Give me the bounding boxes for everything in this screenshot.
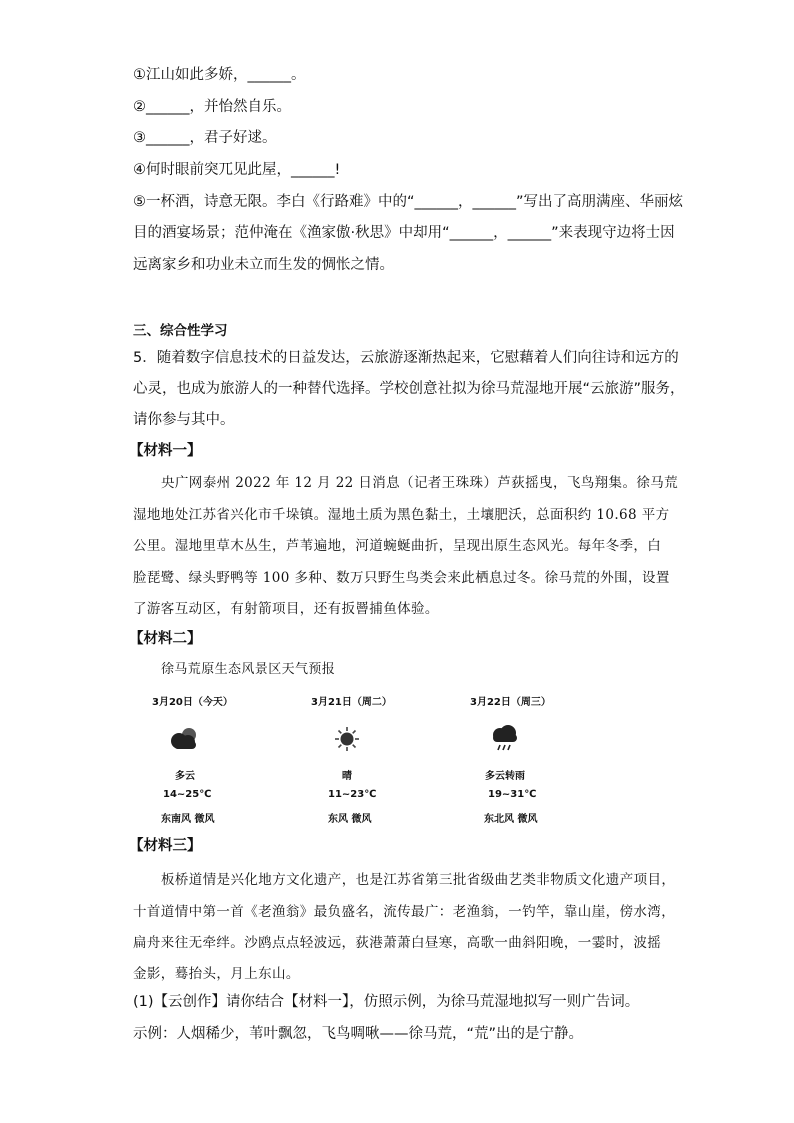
section-title: 三、综合性学习 — [133, 323, 228, 339]
poem-line-5: ⑤一杯酒，诗意无限。李白《行路难》中的“______，______”写出了高朋满座、华丽炫 — [133, 194, 684, 210]
weather-date-day1: 3月20日（今天） — [152, 697, 233, 708]
poem-line-7: 远离家乡和功业未立而生发的惆怅之情。 — [133, 257, 394, 273]
material3-line-2: 十首道情中第一首《老渔翁》最负盛名，流传最广：老渔翁，一钓竿，靠山崖，傍水湾， — [133, 904, 676, 920]
rain-icon — [489, 724, 521, 752]
material1-line-1: 央广网泰州 2022 年 12 月 22 日消息（记者王珠珠）芦荻摇曳，飞鸟翔集。徐马荒 — [161, 475, 679, 491]
poem-line-4: ④何时眼前突兀见此屋，______! — [133, 162, 341, 178]
weather-caption: 徐马荒原生态风景区天气预报 — [161, 662, 336, 677]
material1-label: 【材料一】 — [129, 443, 202, 459]
material3-line-3: 扁舟来往无牵绊。沙鸥点点轻波远，荻港萧萧白昼寒，高歌一曲斜阳晚，一霎时，波摇 — [133, 935, 662, 951]
material3-line-1: 板桥道情是兴化地方文化遗产，也是江苏省第三批省级曲艺类非物质文化遗产项目， — [161, 872, 676, 888]
question-line-3: 请你参与其中。 — [133, 412, 235, 428]
weather-date-day3: 3月22日（周三） — [470, 697, 551, 708]
weather-wind-day1: 东南风 微风 — [161, 814, 215, 825]
weather-cond-day3: 多云转雨 — [485, 771, 525, 782]
poem-line-6: 目的酒宴场景；范仲淹在《渔家傲·秋思》中却用“______，______”来表现守边将士因 — [133, 225, 675, 241]
poem-line-2: ②______，并怡然自乐。 — [133, 99, 291, 115]
material1-line-4: 脸琵鹭、绿头野鸭等 100 多种、数万只野生鸟类会来此栖息过冬。徐马荒的外围，设置 — [133, 570, 670, 586]
task-line-1: (1)【云创作】请你结合【材料一】，仿照示例，为徐马荒湿地拟写一则广告词。 — [133, 994, 640, 1010]
material3-line-4: 金影，蓦抬头，月上东山。 — [133, 966, 300, 982]
weather-wind-day3: 东北风 微风 — [484, 814, 538, 825]
poem-line-1: ①江山如此多娇，______。 — [133, 67, 306, 83]
material1-line-2: 湿地地处江苏省兴化市千垛镇。湿地土质为黑色黏土，土壤肥沃，总面积约 10.68 平方 — [133, 507, 670, 523]
question-line-1: 5．随着数字信息技术的日益发达，云旅游逐渐热起来，它慰藉着人们向往诗和远方的 — [133, 350, 679, 366]
material1-line-5: 了游客互动区，有射箭项目，还有扳罾捕鱼体验。 — [133, 601, 439, 617]
question-line-2: 心灵，也成为旅游人的一种替代选择。学校创意社拟为徐马荒湿地开展“云旅游”服务， — [133, 381, 685, 397]
material3-label: 【材料三】 — [129, 838, 202, 854]
weather-cond-day1: 多云 — [175, 771, 195, 782]
material2-label: 【材料二】 — [129, 631, 202, 647]
cloudy-icon — [166, 726, 202, 752]
material1-line-3: 公里。湿地里草木丛生，芦苇遍地，河道蜿蜒曲折，呈现出原生态风光。每年冬季，白 — [133, 538, 662, 554]
weather-wind-day2: 东风 微风 — [328, 814, 372, 825]
weather-temp-day3: 19~31℃ — [488, 789, 537, 800]
weather-cond-day2: 晴 — [342, 771, 352, 782]
weather-date-day2: 3月21日（周二） — [311, 697, 392, 708]
weather-temp-day1: 14~25℃ — [163, 789, 212, 800]
poem-line-3: ③______，君子好逑。 — [133, 130, 277, 146]
task-example: 示例：人烟稀少，苇叶飘忽，飞鸟啁啾——徐马荒，“荒”出的是宁静。 — [133, 1026, 584, 1042]
weather-temp-day2: 11~23℃ — [328, 789, 377, 800]
sunny-icon — [334, 726, 360, 752]
